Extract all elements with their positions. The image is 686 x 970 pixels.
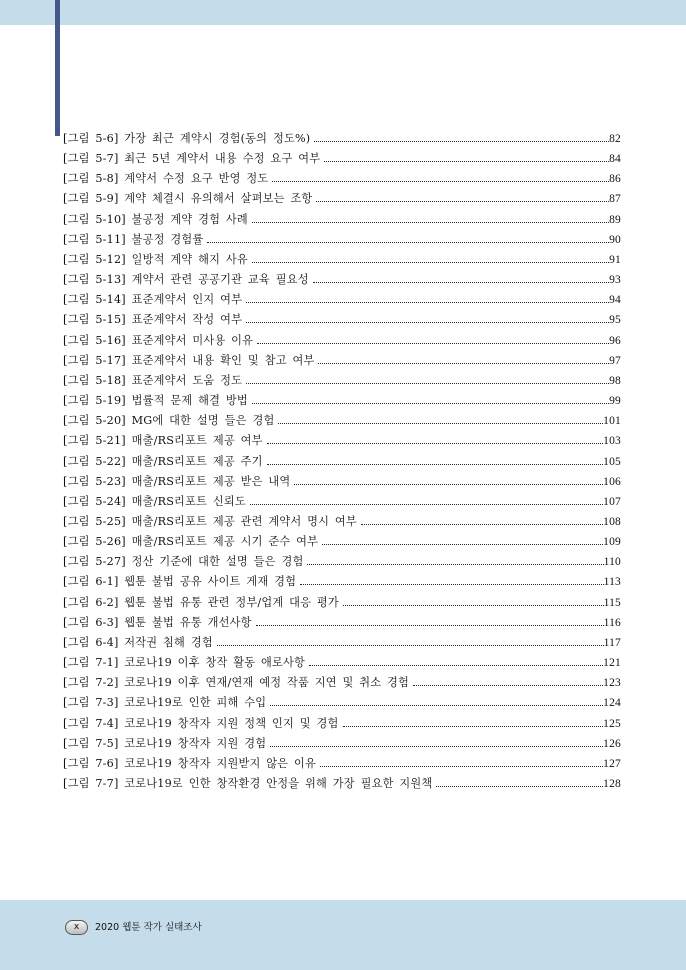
dotted-leader <box>257 342 609 344</box>
toc-entry[interactable] <box>63 149 621 169</box>
toc-entry[interactable] <box>63 552 621 572</box>
toc-entry-page: 95 <box>609 314 621 327</box>
dotted-leader <box>278 422 603 424</box>
toc-entry-page: 93 <box>609 274 621 287</box>
toc-entry-page: 86 <box>609 173 621 186</box>
dotted-leader <box>307 563 603 565</box>
toc-entry-label: [그림 5-12] 일방적 계약 해지 사유 <box>63 252 248 266</box>
dotted-leader <box>313 281 609 283</box>
toc-entry-page: 105 <box>603 455 621 468</box>
toc-entry-page: 99 <box>609 395 621 408</box>
toc-entry-label: [그림 5-18] 표준계약서 도움 정도 <box>63 373 243 387</box>
dotted-leader <box>246 321 609 323</box>
toc-entry-page: 110 <box>603 556 621 569</box>
toc-entry[interactable] <box>63 129 621 149</box>
toc-entry-label: [그림 5-9] 계약 체결시 유의해서 살펴보는 조항 <box>63 192 313 206</box>
toc-entry[interactable] <box>63 351 621 371</box>
toc-entry-page: 87 <box>609 193 621 206</box>
toc-entry[interactable] <box>63 673 621 693</box>
toc-entry-label: [그림 5-10] 불공정 계약 경험 사례 <box>63 212 248 226</box>
toc-entry[interactable] <box>63 210 621 230</box>
toc-entry-label: [그림 5-6] 가장 최근 계약시 경험(동의 정도%) <box>63 132 311 145</box>
dotted-leader <box>252 261 609 263</box>
toc-entry[interactable] <box>63 734 621 754</box>
toc-entry[interactable] <box>63 391 621 411</box>
figure-list <box>63 129 621 794</box>
toc-entry-page: 82 <box>609 133 621 145</box>
toc-entry[interactable] <box>63 754 621 774</box>
toc-entry-label: [그림 7-2] 코로나19 이후 연재/연재 예정 작품 지연 및 취소 경험 <box>63 676 410 690</box>
toc-entry-page: 106 <box>603 475 621 488</box>
toc-entry-label: [그림 5-23] 매출/RS리포트 제공 받은 내역 <box>63 474 291 488</box>
toc-entry-page: 121 <box>603 657 621 670</box>
dotted-leader <box>320 765 603 767</box>
toc-entry-page: 123 <box>603 677 621 690</box>
toc-entry[interactable] <box>63 633 621 653</box>
dotted-leader <box>207 241 609 243</box>
toc-entry-label: [그림 5-25] 매출/RS리포트 제공 관련 계약서 명시 여부 <box>63 514 357 528</box>
dotted-leader <box>246 301 609 303</box>
dotted-leader <box>343 725 604 727</box>
toc-entry-page: 115 <box>603 596 621 609</box>
toc-entry-label: [그림 5-17] 표준계약서 내용 확인 및 참고 여부 <box>63 353 315 367</box>
toc-entry[interactable] <box>63 593 621 613</box>
dotted-leader <box>256 624 604 626</box>
page-number-badge: x <box>65 920 88 935</box>
toc-entry[interactable] <box>63 230 621 250</box>
toc-entry-label: [그림 5-24] 매출/RS리포트 신뢰도 <box>63 494 246 508</box>
toc-entry-label: [그림 5-16] 표준계약서 미사용 이유 <box>63 333 254 347</box>
dotted-leader <box>270 745 603 747</box>
toc-entry-label: [그림 7-7] 코로나19로 인한 창작환경 안정을 위해 가장 필요한 지원책 <box>63 777 433 790</box>
toc-entry-label: [그림 6-4] 저작권 침해 경험 <box>63 635 213 649</box>
toc-entry-label: [그림 5-19] 법률적 문제 해결 방법 <box>63 394 248 408</box>
dotted-leader <box>270 704 603 706</box>
toc-entry[interactable] <box>63 270 621 290</box>
dotted-leader <box>322 543 603 545</box>
toc-entry[interactable] <box>63 169 621 189</box>
footer-document-title: 2020 웹툰 작가 실태조사 <box>95 922 202 933</box>
dotted-leader <box>267 463 604 465</box>
toc-entry[interactable] <box>63 290 621 310</box>
toc-entry-page: 128 <box>603 778 621 790</box>
dotted-leader <box>436 785 603 787</box>
dotted-leader <box>361 523 603 525</box>
toc-entry[interactable] <box>63 310 621 330</box>
toc-entry[interactable] <box>63 189 621 209</box>
toc-entry-page: 97 <box>609 354 621 367</box>
toc-entry[interactable] <box>63 431 621 451</box>
toc-entry-label: [그림 5-15] 표준계약서 작성 여부 <box>63 313 243 327</box>
toc-entry-page: 98 <box>609 374 621 387</box>
toc-entry-page: 91 <box>609 253 621 266</box>
dotted-leader <box>300 583 603 585</box>
toc-entry-page: 94 <box>609 294 621 307</box>
dotted-leader <box>272 180 609 182</box>
toc-entry-label: [그림 5-27] 정산 기준에 대한 설명 들은 경험 <box>63 555 304 569</box>
toc-entry[interactable] <box>63 714 621 734</box>
toc-entry[interactable] <box>63 653 621 673</box>
dotted-leader <box>316 200 609 202</box>
toc-entry[interactable] <box>63 250 621 270</box>
dotted-leader <box>314 140 609 142</box>
toc-entry-label: [그림 7-6] 코로나19 창작자 지원받지 않은 이유 <box>63 756 317 770</box>
toc-entry-page: 125 <box>603 717 621 730</box>
toc-entry-label: [그림 6-1] 웹툰 불법 공유 사이트 게재 경험 <box>63 575 297 589</box>
toc-entry[interactable] <box>63 452 621 472</box>
toc-entry-label: [그림 6-3] 웹툰 불법 유통 개선사항 <box>63 615 252 629</box>
toc-entry-page: 84 <box>609 153 621 166</box>
footer-band <box>0 900 686 970</box>
toc-entry[interactable] <box>63 472 621 492</box>
toc-entry-page: 124 <box>603 697 621 710</box>
toc-entry[interactable] <box>63 492 621 512</box>
toc-entry[interactable] <box>63 774 621 794</box>
toc-entry-page: 127 <box>603 757 621 770</box>
toc-entry-page: 107 <box>603 495 621 508</box>
toc-entry-label: [그림 5-7] 최근 5년 계약서 내용 수정 요구 여부 <box>63 152 321 166</box>
dotted-leader <box>413 684 603 686</box>
toc-entry-page: 103 <box>603 435 621 448</box>
toc-entry-label: [그림 5-22] 매출/RS리포트 제공 주기 <box>63 454 263 468</box>
dotted-leader <box>324 160 609 162</box>
toc-entry-page: 113 <box>603 576 621 589</box>
toc-entry-page: 116 <box>603 616 621 629</box>
dotted-leader <box>318 362 609 364</box>
toc-entry[interactable] <box>63 331 621 351</box>
dotted-leader <box>294 483 603 485</box>
toc-entry-label: [그림 7-3] 코로나19로 인한 피해 수입 <box>63 696 267 710</box>
toc-entry-page: 117 <box>603 636 621 649</box>
toc-entry-page: 101 <box>603 415 621 428</box>
toc-entry[interactable] <box>63 613 621 633</box>
header-band <box>0 0 686 25</box>
toc-entry-label: [그림 5-20] MG에 대한 설명 들은 경험 <box>63 414 275 428</box>
toc-entry-label: [그림 5-14] 표준계약서 인지 여부 <box>63 293 243 307</box>
toc-entry-label: [그림 5-13] 계약서 관련 공공기관 교육 필요성 <box>63 273 309 287</box>
dotted-leader <box>217 644 604 646</box>
dotted-leader <box>343 604 604 606</box>
toc-entry-page: 108 <box>603 515 621 528</box>
toc-entry[interactable] <box>63 411 621 431</box>
toc-entry[interactable] <box>63 512 621 532</box>
toc-entry-page: 96 <box>609 334 621 347</box>
toc-entry[interactable] <box>63 572 621 592</box>
toc-entry-label: [그림 5-21] 매출/RS리포트 제공 여부 <box>63 434 263 448</box>
dotted-leader <box>309 664 603 666</box>
dotted-leader <box>252 402 609 404</box>
toc-entry-label: [그림 7-1] 코로나19 이후 창작 활동 애로사항 <box>63 656 306 670</box>
dotted-leader <box>252 221 609 223</box>
toc-entry-page: 89 <box>609 213 621 226</box>
toc-entry-page: 90 <box>609 233 621 246</box>
toc-entry-label: [그림 5-26] 매출/RS리포트 제공 시기 준수 여부 <box>63 535 319 549</box>
dotted-leader <box>246 382 609 384</box>
chapter-side-bar <box>55 0 60 136</box>
toc-entry-page: 126 <box>603 737 621 750</box>
toc-entry-label: [그림 5-8] 계약서 수정 요구 반영 정도 <box>63 172 269 186</box>
dotted-leader <box>267 442 604 444</box>
toc-entry[interactable] <box>63 693 621 713</box>
toc-entry[interactable] <box>63 371 621 391</box>
toc-entry-label: [그림 5-11] 불공정 경험률 <box>63 232 204 246</box>
toc-entry-label: [그림 7-4] 코로나19 창작자 지원 정책 인지 및 경험 <box>63 716 339 730</box>
toc-entry-label: [그림 6-2] 웹툰 불법 유통 관련 정부/업계 대응 평가 <box>63 595 339 609</box>
dotted-leader <box>250 503 603 505</box>
toc-entry-page: 109 <box>603 536 621 549</box>
toc-entry[interactable] <box>63 532 621 552</box>
toc-entry-label: [그림 7-5] 코로나19 창작자 지원 경험 <box>63 736 267 750</box>
